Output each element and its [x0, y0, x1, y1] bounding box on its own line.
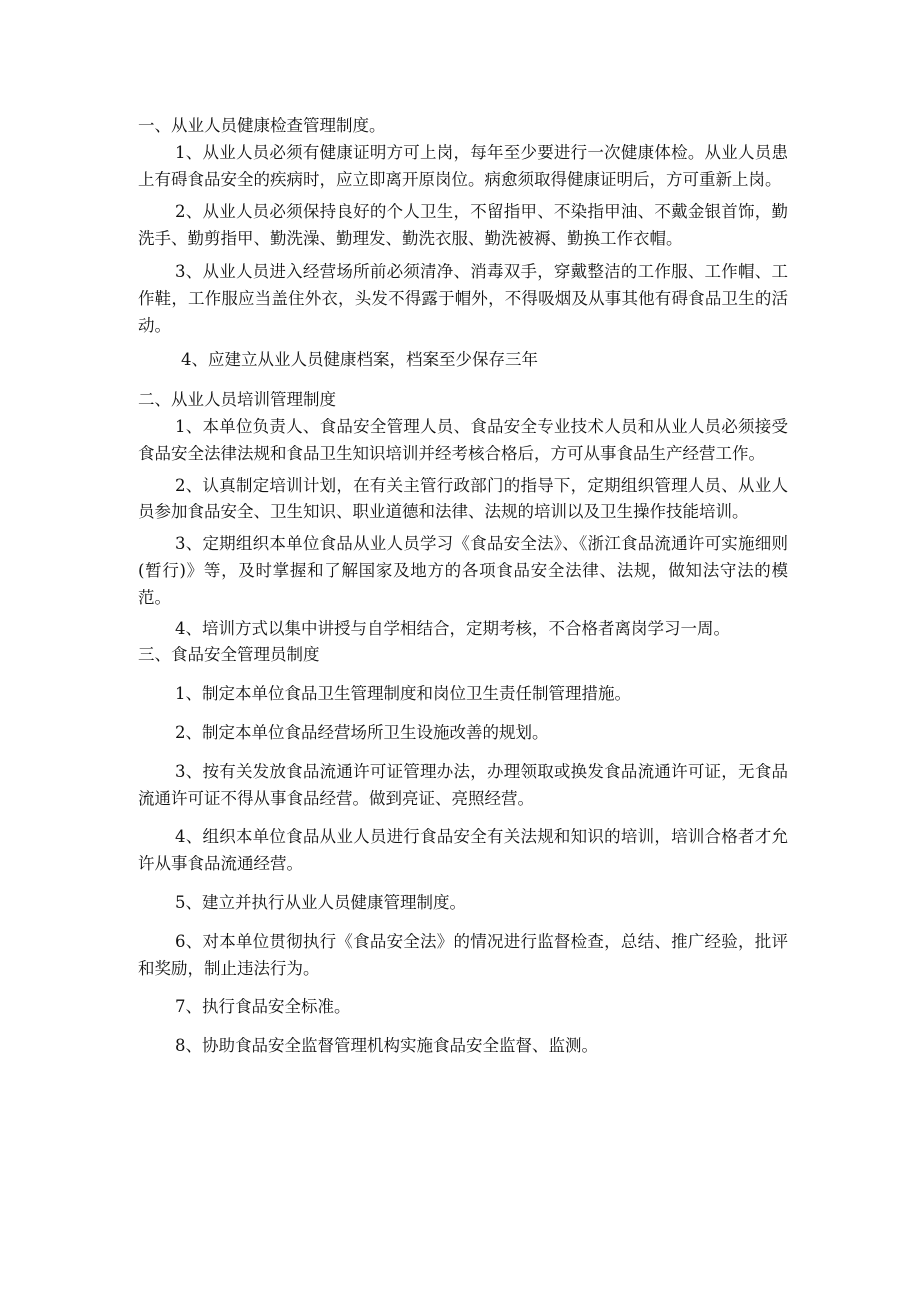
section-heading: 三、食品安全管理员制度: [138, 645, 320, 665]
section-health-check: [138, 113, 788, 374]
paragraph: 3、从业人员进入经营场所前必须清净、消毒双手，穿戴整洁的工作服、工作帽、工作鞋，工作服应当盖住外衣，头发不得露于帽外，不得吸烟及从事其他有碍食品卫生的活动。: [138, 261, 788, 335]
paragraph: 3、按有关发放食品流通许可证管理办法，办理领取或换发食品流通许可证，无食品流通许可证不得从事食品经营。做到亮证、亮照经营。: [138, 761, 788, 808]
section-heading: 一、从业人员健康检查管理制度。: [138, 116, 386, 135]
paragraph: 2、从业人员必须保持良好的个人卫生，不留指甲、不染指甲油、不戴金银首饰，勤洗手、勤剪指甲、勤洗澡、勤理发、勤洗衣服、勤洗被褥、勤换工作衣帽。: [138, 202, 788, 249]
paragraph: 4、应建立从业人员健康档案，档案至少保存三年: [181, 350, 538, 370]
paragraph: 6、对本单位贯彻执行《食品安全法》的情况进行监督检查，总结、推广经验，批评和奖励，制止违法行为。: [138, 931, 788, 978]
paragraph: 5、建立并执行从业人员健康管理制度。: [175, 892, 466, 912]
paragraph: 3、定期组织本单位食品从业人员学习《食品安全法》、《浙江食品流通许可实施细则(暂行)》等，及时掌握和了解国家及地方的各项食品安全法律、法规，做知法守法的模范。: [138, 534, 788, 607]
paragraph: 1、本单位负责人、食品安全管理人员、食品安全专业技术人员和从业人员必须接受食品安全法律法规和食品卫生知识培训并经考核合格后，方可从事食品生产经营工作。: [138, 416, 788, 463]
section-heading: 二、从业人员培训管理制度: [138, 390, 336, 410]
section-safety-manager: [138, 642, 788, 1060]
paragraph: 1、制定本单位食品卫生管理制度和岗位卫生责任制管理措施。: [175, 684, 631, 704]
paragraph: 7、执行食品安全标准。: [175, 997, 351, 1017]
paragraph: 2、认真制定培训计划，在有关主管行政部门的指导下，定期组织管理人员、从业人员参加食品安全、卫生知识、职业道德和法律、法规的培训以及卫生操作技能培训。: [138, 475, 788, 522]
paragraph: 8、协助食品安全监督管理机构实施食品安全监督、监测。: [175, 1036, 598, 1056]
paragraph: 2、制定本单位食品经营场所卫生设施改善的规划。: [175, 722, 549, 742]
section-training: [138, 387, 788, 642]
document-body: [138, 113, 788, 1060]
paragraph: 1、从业人员必须有健康证明方可上岗，每年至少要进行一次健康体检。从业人员患上有碍食品安全的疾病时，应立即离开原岗位。病愈须取得健康证明后，方可重新上岗。: [138, 142, 788, 189]
paragraph: 4、培训方式以集中讲授与自学相结合，定期考核，不合格者离岗学习一周。: [175, 618, 730, 638]
paragraph: 4、组织本单位食品从业人员进行食品安全有关法规和知识的培训，培训合格者才允许从事食品流通经营。: [138, 827, 788, 874]
